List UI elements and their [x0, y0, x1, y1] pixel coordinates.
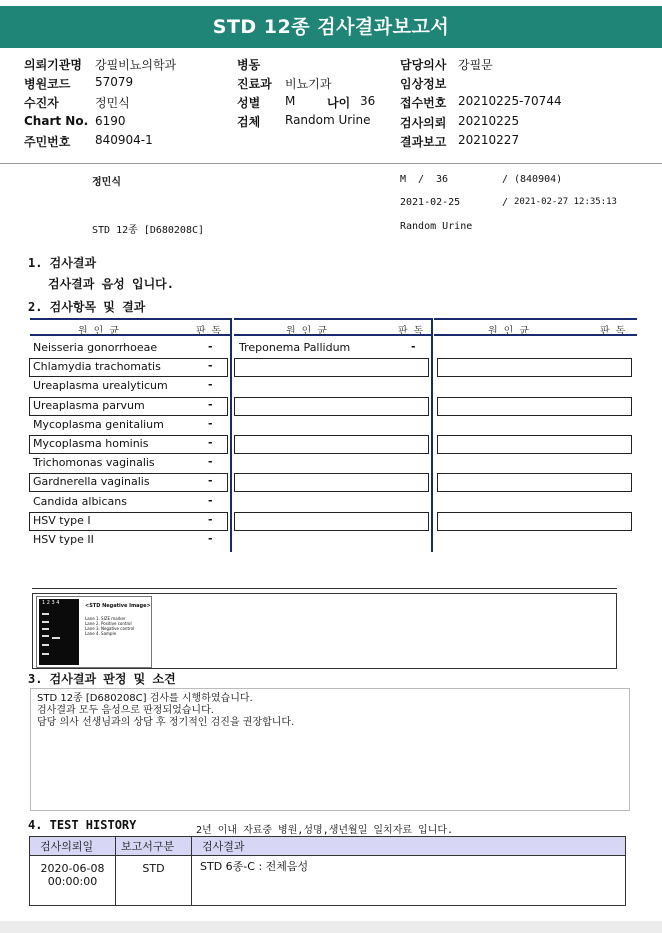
pathogen-name: Chlamydia trachomatis [33, 360, 161, 374]
inst-label: 의뢰기관명 [24, 58, 82, 72]
summary-age: 36 [436, 174, 449, 185]
pathogen-result: - [208, 493, 213, 507]
report-value: 20210227 [458, 133, 520, 147]
report-label: 결과보고 [400, 135, 447, 149]
summary-specimen: Random Urine [400, 221, 473, 232]
summary-test-code: STD 12종 [D680208C] [92, 225, 205, 236]
summary-slash1: / [418, 174, 425, 185]
pathogen-name: HSV type I [33, 513, 91, 527]
pathogen-name: Neisseria gonorrhoeae [33, 341, 158, 354]
section3-heading: 3. 검사결과 판정 및 소견 [28, 672, 176, 686]
column-header-3 [434, 318, 637, 336]
chart-value: 6190 [95, 114, 126, 128]
summary-name: 정민식 [92, 177, 121, 188]
rrn-value: 840904-1 [95, 133, 153, 147]
col3-pathogen-header: 원 인 균 [488, 326, 530, 337]
col1-result-header: 판 독 [196, 326, 222, 337]
opinion-line: 담당 의사 선생님과의 상담 후 정기적인 검진을 권장합니다. [37, 717, 295, 728]
pathogen-name: Treponema Pallidum [239, 341, 351, 354]
col3-result-header: 판 독 [600, 326, 626, 337]
code-value: 57079 [95, 75, 134, 89]
doctor-value: 강필문 [458, 58, 493, 72]
col1-pathogen-header: 원 인 균 [78, 326, 120, 337]
gel-band [42, 621, 49, 623]
clinical-label: 임상정보 [400, 77, 447, 91]
pathogen-result: - [208, 340, 213, 353]
sex-value: M [285, 94, 296, 108]
pathogen-result: - [208, 397, 213, 411]
history-header-row [30, 837, 626, 856]
rrn-label: 주민번호 [24, 135, 71, 149]
gel-lanes [39, 599, 79, 665]
section1-text: 검사결과 음성 입니다. [48, 277, 175, 291]
history-col-type: 보고서구분 [116, 837, 192, 856]
gel-band [52, 637, 60, 639]
gel-legend-item: Lane 2. Positive control [85, 621, 132, 626]
inst-value: 강필비뇨의학과 [95, 58, 177, 72]
header-divider [0, 163, 662, 164]
req-label: 검사의뢰 [400, 116, 447, 130]
spec-label: 검체 [237, 115, 261, 129]
col2-result-header: 판 독 [398, 326, 424, 337]
gel-legend-item: Lane 4. Sample [85, 631, 117, 636]
opinion-box [30, 688, 630, 811]
chart-label: Chart No. [24, 114, 89, 128]
summary-date2: 2021-02-27 12:35:13 [514, 197, 617, 207]
empty-result-box [234, 397, 429, 416]
section2-heading: 2. 검사항목 및 결과 [28, 300, 146, 314]
code-label: 병원코드 [24, 77, 71, 91]
pathogen-name: HSV type II [33, 533, 94, 546]
age-label: 나이 [327, 96, 351, 110]
column-divider [431, 318, 433, 552]
recv-label: 접수번호 [400, 96, 447, 110]
section4-heading: 4. TEST HISTORY [28, 818, 137, 832]
column-header-2 [234, 318, 432, 336]
summary-slash3: / [502, 197, 509, 208]
pathogen-name: Gardnerella vaginalis [33, 475, 150, 489]
spec-value: Random Urine [285, 113, 371, 127]
empty-result-box [437, 473, 632, 492]
gel-legend [85, 616, 134, 636]
empty-result-box [234, 512, 429, 531]
age-value: 36 [360, 94, 376, 108]
gel-band [42, 635, 49, 637]
gel-divider [32, 588, 617, 589]
history-result: STD 6종-C : 전체음성 [192, 856, 626, 906]
pathogen-name: Ureaplasma parvum [33, 398, 145, 412]
summary-slash2: / [502, 174, 509, 185]
pathogen-result: - [411, 340, 416, 353]
pathogen-result: - [208, 359, 213, 373]
pathogen-result: - [208, 455, 213, 469]
empty-result-box [234, 435, 429, 454]
table-row [30, 856, 626, 906]
pathogen-result: - [208, 532, 213, 545]
history-date: 2020-06-08 [40, 862, 105, 875]
pathogen-result: - [208, 512, 213, 526]
empty-result-box [437, 435, 632, 454]
summary-date1: 2021-02-25 [400, 197, 461, 208]
sex-label: 성별 [237, 96, 261, 110]
summary-rrn: (840904) [514, 174, 563, 185]
recv-value: 20210225-70744 [458, 94, 562, 108]
section1-heading: 1. 검사결과 [28, 256, 97, 270]
dept-value: 비뇨기과 [285, 77, 332, 91]
history-time: 00:00:00 [47, 875, 98, 888]
column-header-1 [30, 318, 232, 336]
report-title-banner: STD 12종 검사결과보고서 [0, 6, 662, 48]
dept-label: 진료과 [237, 77, 272, 91]
empty-result-box [437, 397, 632, 416]
col2-pathogen-header: 원 인 균 [286, 326, 328, 337]
patient-label: 수진자 [24, 96, 59, 110]
ward-label: 병동 [237, 58, 261, 72]
gel-band [42, 653, 49, 655]
gel-legend-item: Lane 3. Negative control [85, 626, 135, 631]
gel-image [36, 596, 152, 668]
history-date-cell [30, 856, 116, 906]
empty-result-box [437, 512, 632, 531]
section4-note: 2년 이내 자료중 병원,성명,생년월일 일치자료 입니다. [196, 825, 454, 836]
gel-band [42, 644, 49, 646]
pathogen-name: Trichomonas vaginalis [33, 456, 155, 470]
patient-value: 정민식 [95, 96, 130, 110]
opinion-line: 검사결과 모두 음성으로 판정되었습니다. [37, 705, 214, 716]
pathogen-result: - [208, 436, 213, 449]
empty-result-box [437, 358, 632, 377]
page-footer [0, 921, 662, 933]
req-value: 20210225 [458, 114, 520, 128]
doctor-label: 담당의사 [400, 58, 447, 72]
pathogen-result: - [208, 378, 213, 392]
empty-result-box [234, 473, 429, 492]
pathogen-name: Mycoplasma hominis [33, 437, 149, 450]
history-col-date: 검사의뢰일 [30, 837, 116, 856]
pathogen-name: Ureaplasma urealyticum [33, 379, 168, 393]
pathogen-name: Mycoplasma genitalium [33, 417, 164, 431]
pathogen-result: - [208, 416, 213, 430]
column-divider [230, 318, 232, 552]
history-type: STD [116, 856, 192, 906]
gel-legend-item: Lane 1. SIZE marker [85, 616, 126, 621]
empty-result-box [234, 358, 429, 377]
pathogen-name: Candida albicans [33, 494, 127, 508]
gel-band [42, 628, 49, 630]
opinion-line: STD 12종 [D680208C] 검사를 시행하였습니다. [37, 693, 253, 704]
summary-sex: M [400, 174, 407, 185]
gel-lane-numbers: 1 2 3 4 [42, 600, 60, 606]
history-table [29, 836, 626, 906]
pathogen-result: - [208, 474, 213, 488]
history-col-result: 검사결과 [192, 837, 626, 856]
gel-title: <STD Negative Image> [85, 603, 151, 609]
gel-band [42, 613, 49, 615]
